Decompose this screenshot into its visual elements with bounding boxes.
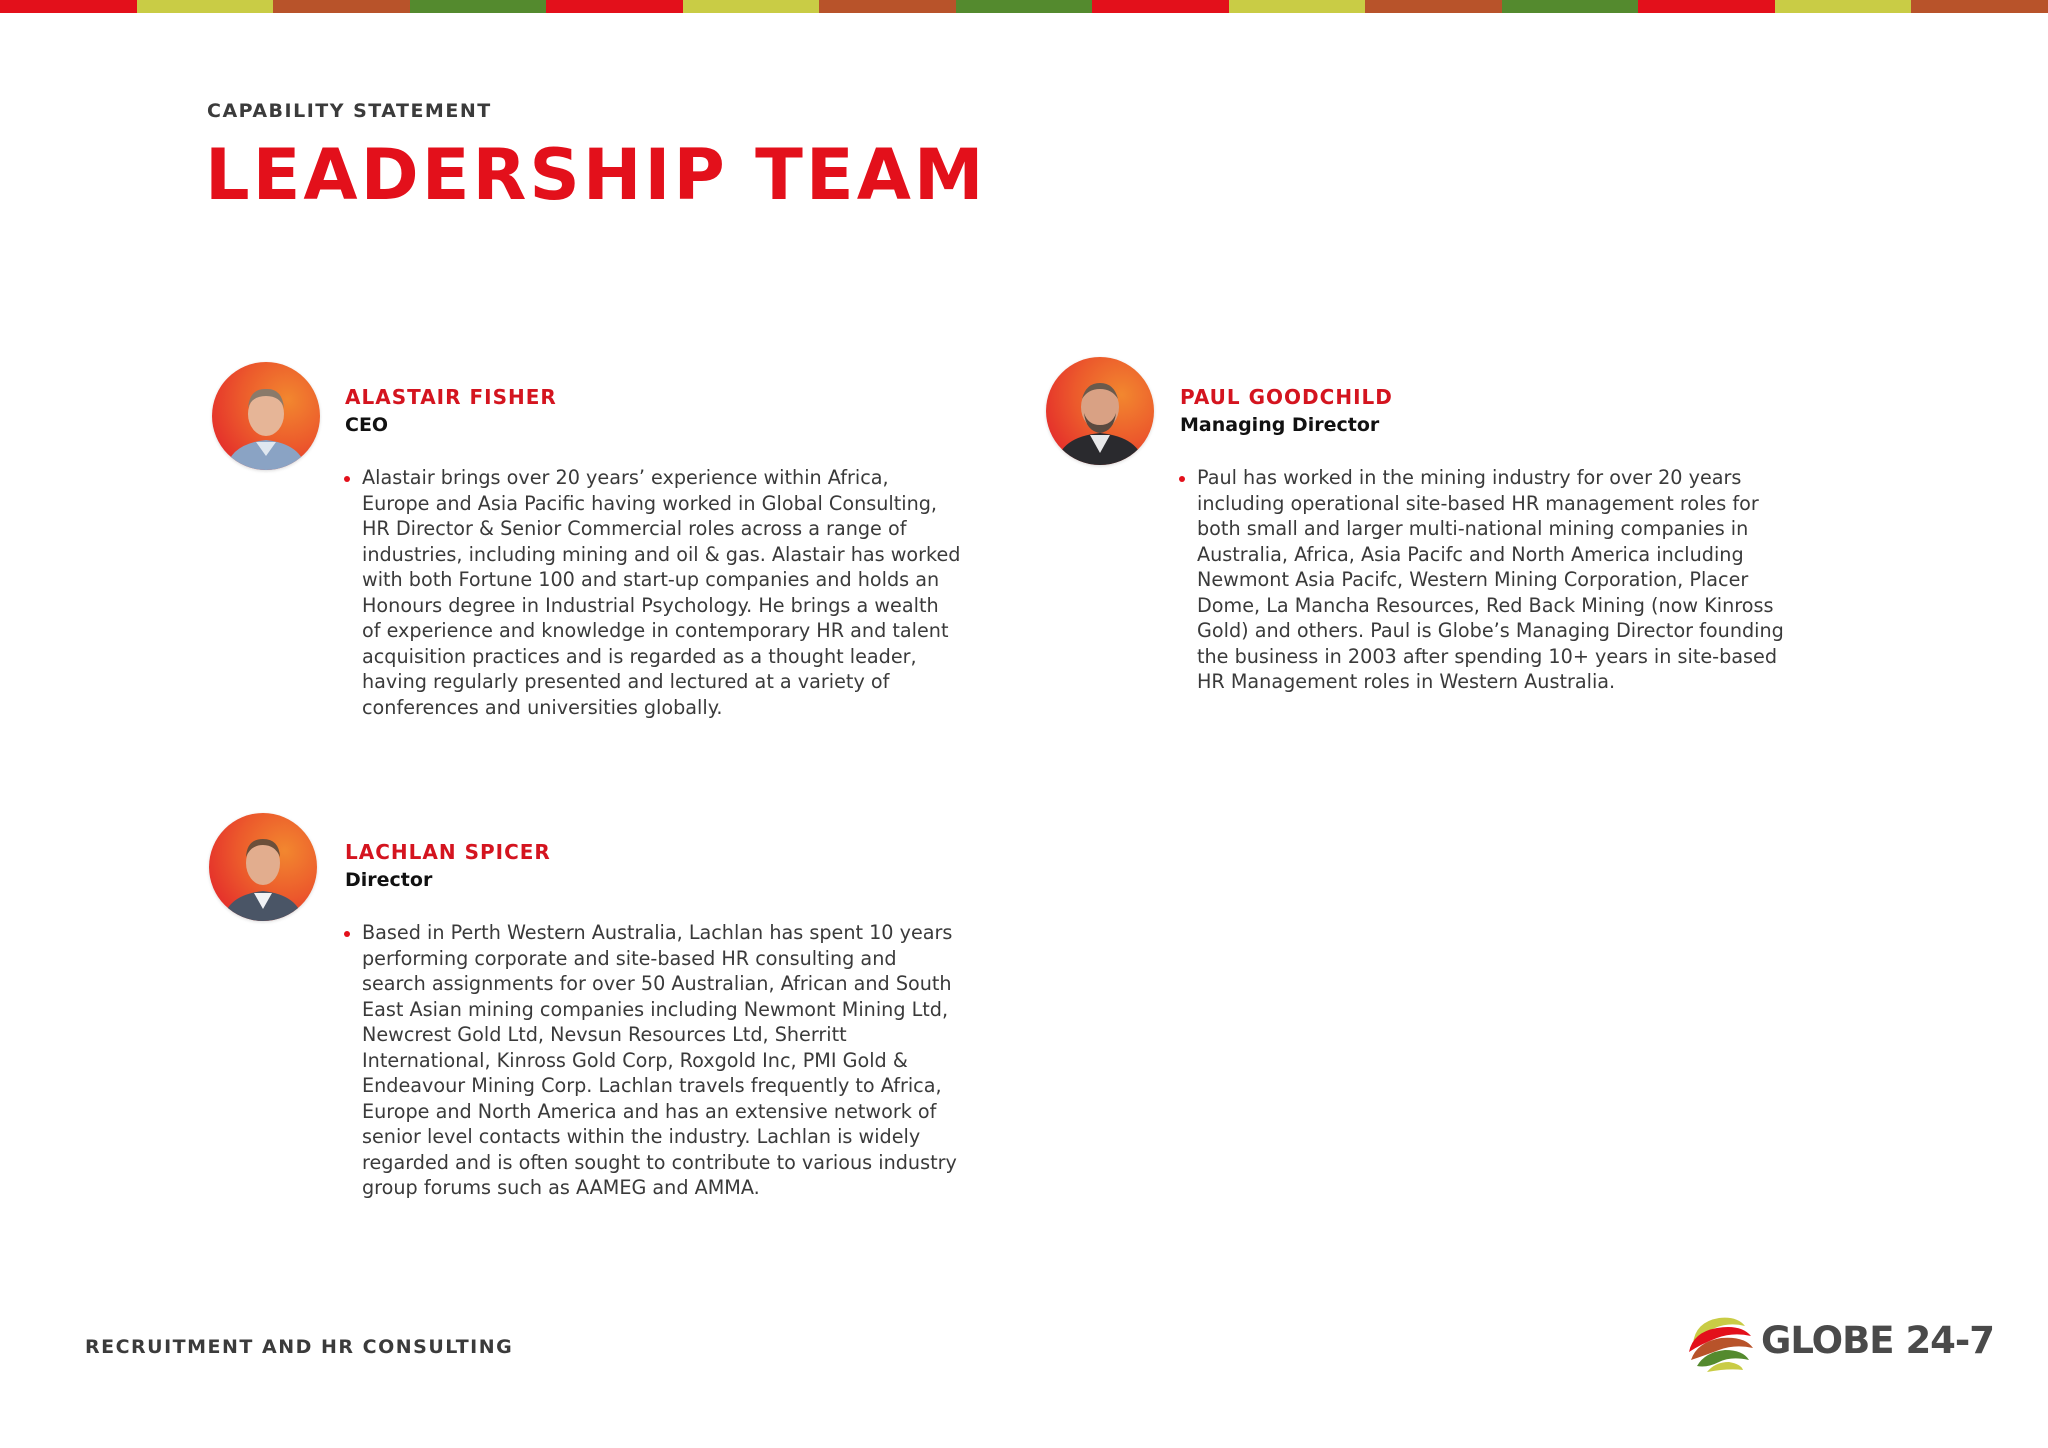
stripe-segment [1229,0,1366,13]
globe-swirl-logo-icon [1685,1310,1757,1376]
member-name: PAUL GOODCHILD [1180,385,1393,409]
stripe-segment [1911,0,2048,13]
member-bio [1179,465,1797,695]
stripe-segment [1775,0,1912,13]
bullet-icon [344,931,350,937]
stripe-segment [1092,0,1229,13]
member-bio-text: Based in Perth Western Australia, Lachlan has spent 10 years performing corporate and site-based HR consulting and search assignments for over 50 Australian, African and South East Asian mining companies including Newmont Mining Ltd, Newcrest Gold Ltd, Nevsun Resources Ltd, Sherritt International, Kinross Gold Corp, Roxgold Inc, PMI Gold & Endeavour Mining Corp. Lachlan travels frequently to Africa, Europe and North America and has an extensive network of senior level contacts within the industry. Lachlan is widely regarded and is often sought to contribute to various industry group forums such as AAMEG and AMMA. [362,921,957,1199]
document-eyebrow: CAPABILITY STATEMENT [207,100,492,122]
bullet-icon [1179,476,1185,482]
portrait-photo-icon [1046,357,1154,465]
stripe-segment [683,0,820,13]
stripe-segment [956,0,1093,13]
member-name: ALASTAIR FISHER [345,385,557,409]
stripe-segment [546,0,683,13]
portrait-photo-icon [212,362,320,470]
stripe-segment [1365,0,1502,13]
member-bio-text: Alastair brings over 20 years’ experience within Africa, Europe and Asia Pacific having worked in Global Consulting, HR Director & Senior Commercial roles across a range of industries, including mining and oil & gas. Alastair has worked with both Fortune 100 and start-up companies and holds an Honours degree in Industrial Psychology. He brings a wealth of experience and knowledge in contemporary HR and talent acquisition practices and is regarded as a thought leader, having regularly presented and lectured at a variety of conferences and universities globally. [362,466,961,719]
footer-tagline: RECRUITMENT AND HR CONSULTING [85,1336,514,1358]
stripe-segment [1502,0,1639,13]
member-name: LACHLAN SPICER [345,840,551,864]
member-bio [344,920,962,1201]
logo-wordmark: GLOBE 24-7 [1761,1319,1995,1362]
stripe-segment [273,0,410,13]
stripe-segment [0,0,137,13]
bullet-icon [344,476,350,482]
stripe-segment [137,0,274,13]
portrait-photo-icon [209,813,317,921]
member-role: CEO [345,414,389,436]
page-title: LEADERSHIP TEAM [205,134,987,216]
top-color-stripe [0,0,2048,13]
member-role: Director [345,869,433,891]
stripe-segment [410,0,547,13]
company-logo [1685,1310,1995,1376]
stripe-segment [1638,0,1775,13]
stripe-segment [819,0,956,13]
member-bio-text: Paul has worked in the mining industry for over 20 years including operational site-based HR management roles for both small and larger multi-national mining companies in Australia, Africa, Asia Pacifc and North America including Newmont Asia Pacifc, Western Mining Corporation, Placer Dome, La Mancha Resources, Red Back Mining (now Kinross Gold) and others. Paul is Globe’s Managing Director founding the business in 2003 after spending 10+ years in site-based HR Management roles in Western Australia. [1197,466,1784,693]
member-bio [344,465,962,720]
member-role: Managing Director [1180,414,1380,436]
